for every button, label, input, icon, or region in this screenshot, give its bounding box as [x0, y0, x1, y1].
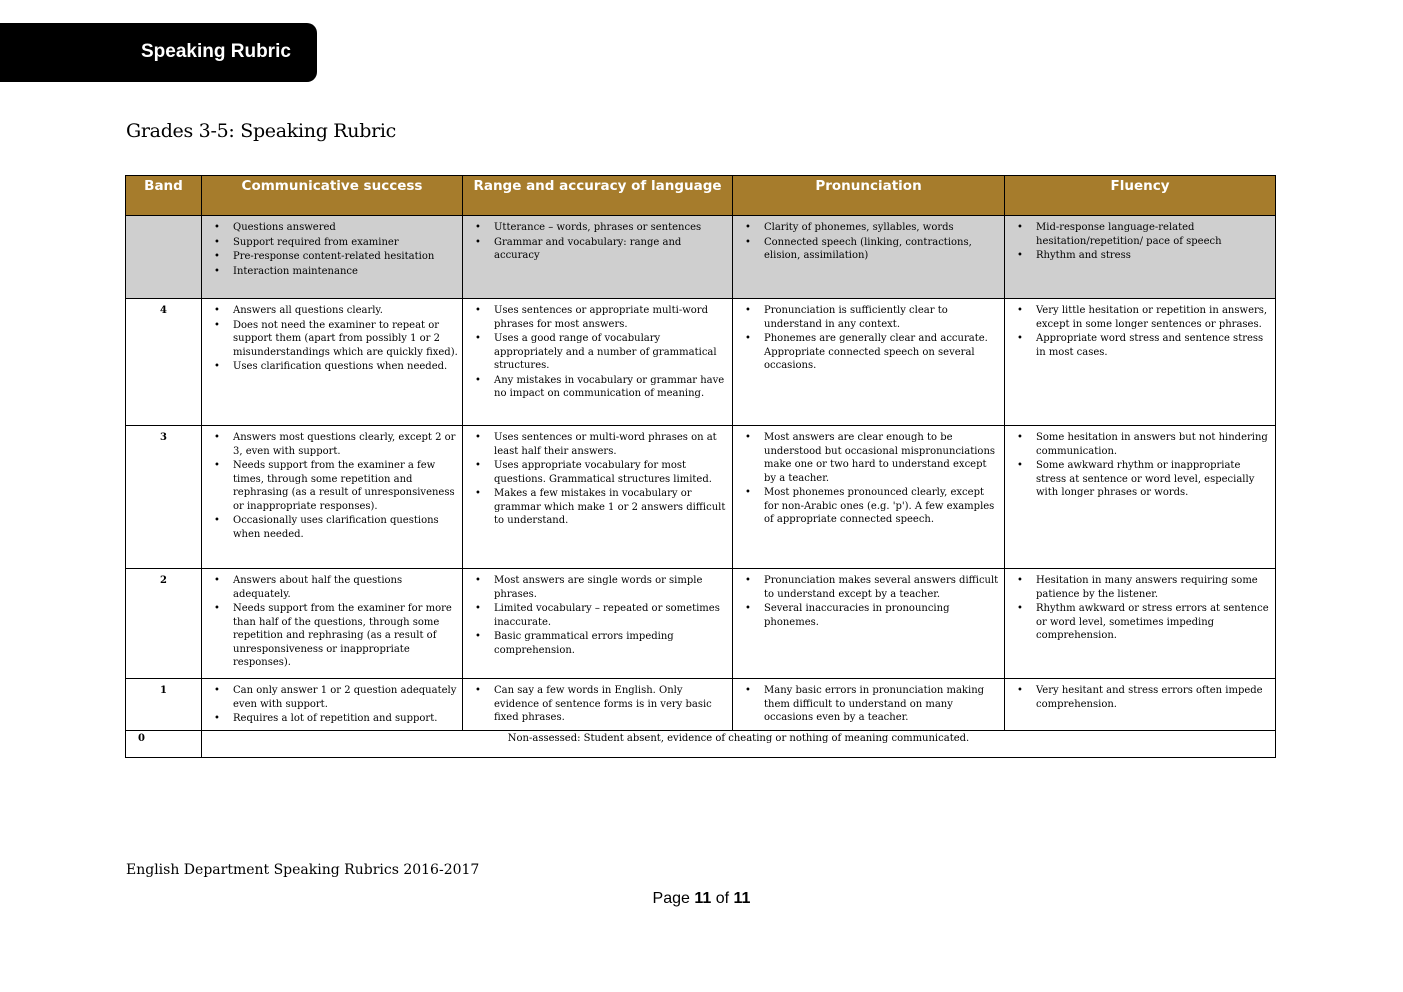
- criteria-band-cell: [126, 216, 202, 299]
- descriptor-item: • Very hesitant and stress errors often impede comprehension.: [1036, 684, 1271, 711]
- descriptor-item: • Appropriate word stress and sentence stress in most cases.: [1036, 332, 1271, 359]
- descriptor-list: [737, 684, 1000, 725]
- descriptor-list: [737, 304, 1000, 373]
- descriptor-item: • Basic grammatical errors impeding comprehension.: [494, 630, 728, 657]
- descriptor-list: [206, 684, 458, 726]
- descriptor-item: • Answers all questions clearly.: [233, 304, 458, 318]
- band-fluency: [1005, 679, 1276, 731]
- criteria-list: [1009, 221, 1271, 263]
- criteria-list: [737, 221, 1000, 263]
- band-row: [126, 679, 1276, 731]
- descriptor-item: • Pronunciation makes several answers difficult to understand except by a teacher.: [764, 574, 1000, 601]
- band-range: [463, 569, 733, 679]
- band-pronunciation: [733, 679, 1005, 731]
- descriptor-list: [206, 304, 458, 374]
- band-range: [463, 299, 733, 426]
- descriptor-list: [206, 431, 458, 541]
- descriptor-item: • Connected speech (linking, contractions, elision, assimilation): [764, 236, 1000, 263]
- band-communicative: [202, 426, 463, 569]
- descriptor-item: • Uses a good range of vocabulary appropriately and a number of grammatical structures.: [494, 332, 728, 373]
- descriptor-item: • Pre-response content-related hesitation: [233, 250, 458, 264]
- descriptor-item: • Most answers are clear enough to be understood but occasional mispronunciations make one or two hard to understand except by a teacher.: [764, 431, 1000, 485]
- section-tab-label: Speaking Rubric: [141, 41, 291, 62]
- descriptor-item: • Requires a lot of repetition and support.: [233, 712, 458, 726]
- descriptor-item: • Very little hesitation or repetition in answers, except in some longer sentences or phrases.: [1036, 304, 1271, 331]
- criteria-pronunciation: [733, 216, 1005, 299]
- descriptor-item: • Questions answered: [233, 221, 458, 235]
- descriptor-item: • Needs support from the examiner for more than half of the questions, through some repetition and rephrasing (as a result of unresponsiveness or inappropriate responses).: [233, 602, 458, 670]
- band-pronunciation: [733, 299, 1005, 426]
- descriptor-list: [1009, 684, 1271, 711]
- descriptor-item: • Clarity of phonemes, syllables, words: [764, 221, 1000, 235]
- band-row: [126, 426, 1276, 569]
- criteria-fluency: [1005, 216, 1276, 299]
- band-fluency: [1005, 426, 1276, 569]
- descriptor-item: • Can say a few words in English. Only evidence of sentence forms is in very basic fixed phrases.: [494, 684, 728, 725]
- descriptor-item: • Rhythm awkward or stress errors at sentence or word level, sometimes impeding comprehension.: [1036, 602, 1271, 643]
- page-of: of: [715, 890, 730, 907]
- descriptor-item: • Needs support from the examiner a few times, through some repetition and rephrasing (as a result of unresponsiveness or inappropriate responses).: [233, 459, 458, 513]
- descriptor-item: • Does not need the examiner to repeat or support them (apart from possibly 1 or 2 misunderstandings which are quickly fixed).: [233, 319, 458, 360]
- descriptor-item: • Occasionally uses clarification questions when needed.: [233, 514, 458, 541]
- column-header-fluency: Fluency: [1005, 176, 1276, 216]
- page-number: [0, 890, 1403, 908]
- descriptor-item: • Hesitation in many answers requiring some patience by the listener.: [1036, 574, 1271, 601]
- band-communicative: [202, 679, 463, 731]
- band-fluency: [1005, 299, 1276, 426]
- footer-department: English Department Speaking Rubrics 2016-2017: [126, 862, 480, 878]
- descriptor-item: • Uses sentences or appropriate multi-word phrases for most answers.: [494, 304, 728, 331]
- column-header-range: Range and accuracy of language: [463, 176, 733, 216]
- descriptor-item: • Pronunciation is sufficiently clear to understand in any context.: [764, 304, 1000, 331]
- band-pronunciation: [733, 426, 1005, 569]
- descriptor-list: [737, 574, 1000, 629]
- band-communicative: [202, 569, 463, 679]
- descriptor-list: [1009, 431, 1271, 500]
- descriptor-item: • Grammar and vocabulary: range and accuracy: [494, 236, 728, 263]
- page-title: Grades 3-5: Speaking Rubric: [126, 120, 397, 142]
- descriptor-item: • Phonemes are generally clear and accurate. Appropriate connected speech on several occasions.: [764, 332, 1000, 373]
- band-range: [463, 679, 733, 731]
- descriptor-item: • Most phonemes pronounced clearly, except for non-Arabic ones (e.g. 'p'). A few examples of appropriate connected speech.: [764, 486, 1000, 527]
- descriptor-item: • Utterance – words, phrases or sentences: [494, 221, 728, 235]
- descriptor-item: • Makes a few mistakes in vocabulary or grammar which make 1 or 2 answers difficult to understand.: [494, 487, 728, 528]
- descriptor-item: • Several inaccuracies in pronouncing phonemes.: [764, 602, 1000, 629]
- band-number: 4: [126, 299, 202, 426]
- band-row: [126, 299, 1276, 426]
- section-tab: [0, 23, 317, 82]
- band-range: [463, 426, 733, 569]
- descriptor-item: • Interaction maintenance: [233, 265, 458, 279]
- page-current: 11: [694, 890, 712, 907]
- descriptor-item: • Some awkward rhythm or inappropriate stress at sentence or word level, especially with longer phrases or words.: [1036, 459, 1271, 500]
- descriptor-list: [467, 574, 728, 657]
- criteria-list: [206, 221, 458, 278]
- descriptor-list: [467, 304, 728, 401]
- band-row-zero: [126, 730, 1276, 757]
- descriptor-list: [467, 684, 728, 725]
- band-fluency: [1005, 569, 1276, 679]
- column-header-communicative: Communicative success: [202, 176, 463, 216]
- descriptor-item: • Many basic errors in pronunciation making them difficult to understand on many occasions even by a teacher.: [764, 684, 1000, 725]
- page-total: 11: [733, 890, 751, 907]
- column-header-pronunciation: Pronunciation: [733, 176, 1005, 216]
- descriptor-item: • Any mistakes in vocabulary or grammar have no impact on communication of meaning.: [494, 374, 728, 401]
- descriptor-list: [737, 431, 1000, 527]
- descriptor-item: • Limited vocabulary – repeated or sometimes inaccurate.: [494, 602, 728, 629]
- column-header-band: Band: [126, 176, 202, 216]
- descriptor-list: [206, 574, 458, 670]
- band-number: 0: [126, 730, 202, 757]
- band-number: 2: [126, 569, 202, 679]
- page-prefix: Page: [652, 890, 690, 907]
- rubric-table: [125, 175, 1276, 758]
- criteria-communicative: [202, 216, 463, 299]
- descriptor-item: • Mid-response language-related hesitation/repetition/ pace of speech: [1036, 221, 1271, 248]
- descriptor-item: • Uses appropriate vocabulary for most questions. Grammatical structures limited.: [494, 459, 728, 486]
- band-number: 1: [126, 679, 202, 731]
- descriptor-list: [1009, 574, 1271, 643]
- criteria-row: [126, 216, 1276, 299]
- descriptor-item: • Some hesitation in answers but not hindering communication.: [1036, 431, 1271, 458]
- band-pronunciation: [733, 569, 1005, 679]
- descriptor-item: • Uses sentences or multi-word phrases on at least half their answers.: [494, 431, 728, 458]
- descriptor-item: • Answers most questions clearly, except 2 or 3, even with support.: [233, 431, 458, 458]
- table-header-row: [126, 176, 1276, 216]
- descriptor-item: • Uses clarification questions when needed.: [233, 360, 458, 374]
- descriptor-item: • Most answers are single words or simple phrases.: [494, 574, 728, 601]
- band-communicative: [202, 299, 463, 426]
- descriptor-item: • Support required from examiner: [233, 236, 458, 250]
- band-number: 3: [126, 426, 202, 569]
- criteria-range: [463, 216, 733, 299]
- descriptor-list: [467, 431, 728, 528]
- criteria-list: [467, 221, 728, 263]
- descriptor-item: • Answers about half the questions adequately.: [233, 574, 458, 601]
- descriptor-list: [1009, 304, 1271, 359]
- descriptor-item: • Can only answer 1 or 2 question adequately even with support.: [233, 684, 458, 711]
- non-assessed-text: Non-assessed: Student absent, evidence of cheating or nothing of meaning communicated.: [202, 730, 1276, 757]
- descriptor-item: • Rhythm and stress: [1036, 249, 1271, 263]
- band-row: [126, 569, 1276, 679]
